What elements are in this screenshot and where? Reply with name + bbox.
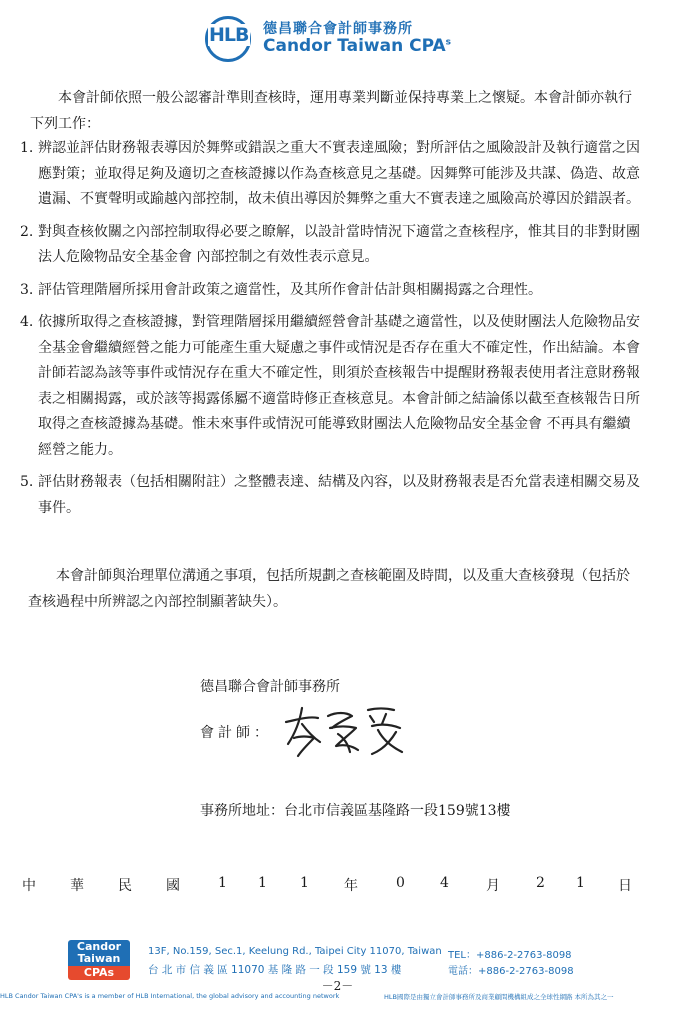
list-item <box>20 470 640 521</box>
item-number: 1. <box>20 140 34 156</box>
date-part: 日 <box>618 878 632 894</box>
date-part: 月 <box>486 878 500 894</box>
page-number: －2－ <box>321 979 354 993</box>
date-part: 1 <box>258 875 267 891</box>
handwritten-signature <box>278 702 418 758</box>
list-item <box>20 136 640 213</box>
item-text: 對與查核攸關之內部控制取得必要之瞭解，以設計當時情況下適當之查核程序，惟其目的非對財團法人危險物品安全基金會 內部控制之有效性表示意見。 <box>38 223 640 265</box>
date-part: 民 <box>118 878 132 894</box>
date-part: 1 <box>300 875 309 891</box>
footer-tel-zh: 電話：+886-2-2763-8098 <box>448 966 574 977</box>
list-item <box>20 278 640 304</box>
date-part: 中 <box>22 878 36 894</box>
footer-tel: TEL：+886-2-2763-8098 <box>448 950 572 961</box>
list-item <box>20 220 640 271</box>
intro-paragraph: 本會計師依照一般公認審計準則查核時，運用專業判斷並保持專業上之懷疑。本會計師亦執行下列工作： <box>30 90 632 132</box>
firm-name-zh: 德昌聯合會計師事務所 <box>263 21 413 37</box>
date-part: 年 <box>344 878 358 894</box>
footer-logo <box>68 940 130 980</box>
footer-address-en: 13F, No.159, Sec.1, Keelung Rd., Taipei City 11070, Taiwan <box>148 946 442 957</box>
item-text: 辨認並評估財務報表導因於舞弊或錯誤之重大不實表達風險；對所評估之風險設計及執行適當之因應對策；並取得足夠及適切之查核證據以作為查核意見之基礎。因舞弊可能涉及共謀、偽造、故意遺漏、不實聲明或踰越內部控制，故未偵出導因於舞弊之重大不實表達之風險高於導因於錯誤者。 <box>38 140 640 207</box>
item-number: 2. <box>20 223 34 240</box>
item-number: 3. <box>20 281 34 298</box>
item-text: 評估財務報表（包括相關附註）之整體表達、結構及內容，以及財務報表是否允當表達相關交易及事件。 <box>38 474 640 516</box>
footer-logo-line1: Candor <box>76 940 122 953</box>
signing-firm: 德昌聯合會計師事務所 <box>200 679 340 695</box>
footer-logo-line3: CPAs <box>68 966 130 980</box>
item-number: 4. <box>20 314 34 330</box>
footer-network-note-en: HLB Candor Taiwan CPA's is a member of HLB International, the global advisory and accounting network <box>0 992 340 1000</box>
firm-name-en: Candor Taiwan CPA$^s$ <box>263 36 451 56</box>
date-part: 0 <box>396 875 405 891</box>
report-date <box>18 875 648 899</box>
cpa-label: 會計師： <box>200 725 272 741</box>
date-part: 2 <box>536 875 545 891</box>
footer-address-zh: 台 北 市 信 義 區 11070 基 隆 路 一 段 159 號 13 樓 <box>148 964 402 976</box>
procedures-list <box>20 136 640 528</box>
footer-network-note-zh: HLB國際是由獨立會計師事務所及商業顧問機構組成之全球性網路 本所為其之一 <box>384 993 614 1001</box>
date-part: 1 <box>218 875 227 891</box>
date-part: 華 <box>70 878 84 894</box>
item-text: 評估管理階層所採用會計政策之適當性，及其所作會計估計與相關揭露之合理性。 <box>38 281 542 298</box>
item-text: 依據所取得之查核證據，對管理階層採用繼續經營會計基礎之適當性，以及使財團法人危險物品安全基金會繼續經營之能力可能產生重大疑慮之事件或情況是否存在重大不確定性，作出結論。本會計師若認為該等事件或情況存在重大不確定性，則須於查核報告中提醒財務報表使用者注意財務報表之相關揭露，或於該等揭露係屬不適當時修正查核意見。本會計師之結論係以截至查核報告日所取得之查核證據為基礎。惟未來事件或情況可能導致財團法人危險物品安全基金會 不再具有繼續經營之能力。 <box>38 314 640 458</box>
list-item <box>20 310 640 463</box>
hlb-logo-text: HLB <box>209 24 249 46</box>
firm-address: 事務所地址：台北市信義區基隆路一段159號13樓 <box>200 803 511 819</box>
date-part: 國 <box>166 878 180 894</box>
date-part: 4 <box>440 875 449 891</box>
date-part: 1 <box>576 875 585 891</box>
item-number: 5. <box>20 474 34 490</box>
footer-logo-line2: Taiwan <box>77 952 121 965</box>
firm-header <box>205 14 505 64</box>
closing-paragraph: 本會計師與治理單位溝通之事項，包括所規劃之查核範圍及時間，以及重大查核發現（包括於查核過程中所辨認之內部控制顯著缺失）。 <box>28 568 630 610</box>
